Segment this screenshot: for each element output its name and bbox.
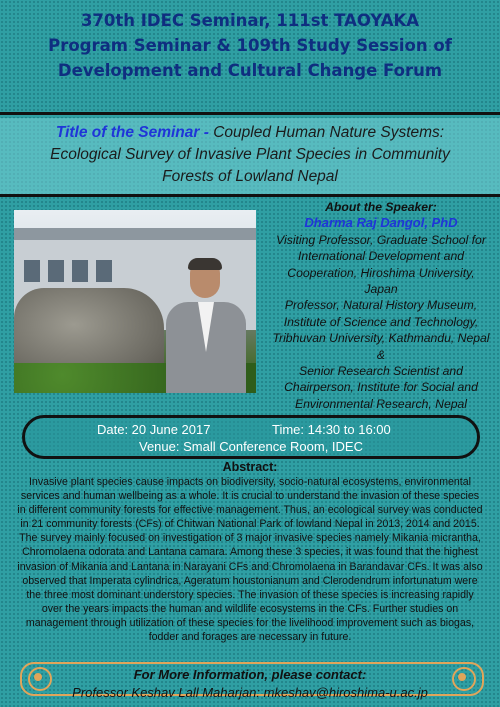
contact-heading: For More Information, please contact: bbox=[133, 667, 367, 682]
building-window bbox=[72, 260, 88, 282]
speaker-affiliation-line: Chairperson, Institute for Social and bbox=[284, 380, 478, 395]
speaker-photo bbox=[14, 210, 256, 393]
speaker-affiliation-line: Professor, Natural History Museum, bbox=[284, 298, 478, 313]
speaker-info bbox=[262, 199, 500, 412]
seminar-title-box bbox=[0, 118, 500, 194]
title-separator: - bbox=[199, 124, 214, 141]
title-text-1: Coupled Human Nature Systems: bbox=[213, 124, 445, 141]
speaker-affiliation-line: Visiting Professor, Graduate School for bbox=[276, 232, 486, 247]
speaker-affiliation-line: Institute of Science and Technology, bbox=[283, 314, 479, 329]
header-line-3: Development and Cultural Change Forum bbox=[57, 61, 443, 80]
speaker-hair bbox=[188, 258, 222, 270]
title-divider bbox=[0, 194, 500, 197]
speaker-figure bbox=[166, 260, 246, 393]
building-window bbox=[96, 260, 112, 282]
speaker-heading: About the Speaker: bbox=[325, 200, 437, 214]
header-divider bbox=[0, 112, 500, 115]
speaker-affiliation-line: Tribhuvan University, Kathmandu, Nepal bbox=[272, 331, 490, 346]
building-window bbox=[48, 260, 64, 282]
event-date: Date: 20 June 2017 bbox=[97, 422, 211, 437]
abstract-body: Invasive plant species cause impacts on biodiversity, socio-natural ecosystems, environmental services and human wellbeing as a whole. It is crucial to understand the invasion of these species in different community forests for effective management. Thus, an ecological survey was conducted in 21 community forests (CFs) of Chitwan National Park of lowland Nepal in 2013, 2014 and 2015. The survey mainly focused on investigation of 3 major invasive species namely Mikania micrantha, Chromolaena odorata and Lantana camara. Among these 3 species, it was found that the highest invasion of Mikania and Lantana in Narayani CFs and Chromolaena in Barandavar CFs. It was also observed that Imperata cylindrica, Ageratum houstonianum and Clerodendrum infortunatum were the three most dominant understory species. The invasion of these species is increasing rapidly over the years impacts the human and wildlife ecosystems in the CFs. Further studies on management through utilization of these species for the livelihood improvement such as biogas, fodder and forages are necessary in future. bbox=[17, 476, 483, 644]
speaker-affiliation-line: Japan bbox=[364, 282, 398, 297]
speaker-affiliation-line: Environmental Research, Nepal bbox=[294, 396, 468, 411]
contact-email-line: Professor Keshav Lall Maharjan: mkeshav@hiroshima-u.ac.jp bbox=[72, 685, 428, 700]
event-venue: Venue: Small Conference Room, IDEC bbox=[139, 439, 363, 454]
speaker-name: Dharma Raj Dangol, PhD bbox=[304, 215, 458, 231]
title-line-1 bbox=[0, 122, 500, 144]
header-line-1: 370th IDEC Seminar, 111st TAOYAKA bbox=[80, 11, 420, 30]
speaker-affiliation-line: International Development and bbox=[298, 249, 464, 264]
title-label: Title of the Seminar bbox=[55, 124, 200, 141]
event-details-box bbox=[22, 415, 480, 459]
abstract-heading: Abstract: bbox=[222, 460, 278, 474]
speaker-affiliation-line: Cooperation, Hiroshima University, bbox=[287, 265, 475, 280]
header-line-2: Program Seminar & 109th Study Session of bbox=[48, 36, 452, 55]
title-line-3: Forests of Lowland Nepal bbox=[162, 168, 338, 185]
building-window bbox=[24, 260, 40, 282]
seminar-header bbox=[0, 8, 500, 83]
speaker-affiliation-line: & bbox=[376, 347, 386, 362]
speaker-affiliation-line: Senior Research Scientist and bbox=[299, 364, 463, 379]
event-time: Time: 14:30 to 16:00 bbox=[272, 422, 391, 437]
title-line-2: Ecological Survey of Invasive Plant Species in Community bbox=[50, 146, 450, 163]
